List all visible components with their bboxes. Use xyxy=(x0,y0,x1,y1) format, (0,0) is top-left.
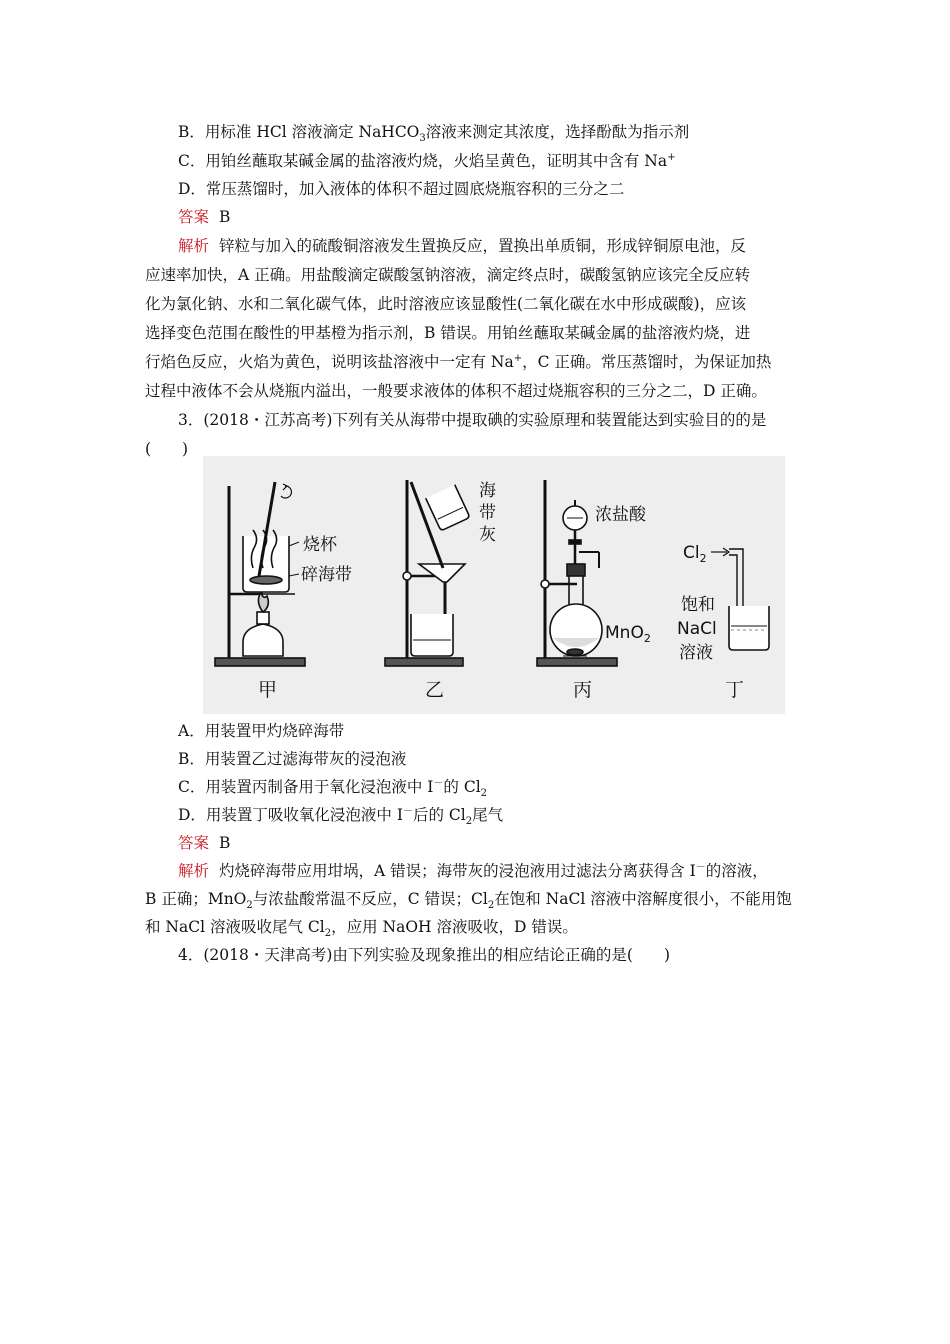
analysis-line: 应速率加快，A 正确。用盐酸滴定碳酸氢钠溶液，滴定终点时，碳酸氢钠应该完全反应转 xyxy=(145,266,751,284)
ding-label-cl2: $Cl_2$ xyxy=(683,543,707,565)
analysis-label: 解析 xyxy=(178,862,210,880)
q3-option-a: A．用装置甲灼烧碎海带 xyxy=(178,722,345,740)
option-b: B．用标准 HCl 溶液滴定 NaHCO$_3$溶液来测定其浓度，选择酚酞为指示剂 xyxy=(178,123,690,145)
question-4-stem: 4．(2018・天津高考)由下列实验及现象推出的相应结论正确的是( ) xyxy=(178,946,670,964)
answer-label: 答案 xyxy=(178,208,210,226)
analysis-line: 和 NaCl 溶液吸收尾气 $Cl_2$，应用 NaOH 溶液吸收，D 错误。 xyxy=(145,918,578,940)
apparatus-ding xyxy=(677,543,769,701)
q3-option-b: B．用装置乙过滤海带灰的浸泡液 xyxy=(178,750,407,768)
answer-line xyxy=(178,833,848,853)
ding-label-saturated: 饱和 xyxy=(681,595,715,615)
answer-line xyxy=(178,207,848,227)
ding-label-solution: 溶液 xyxy=(679,643,713,663)
analysis-line: 过程中液体不会从烧瓶内溢出，一般要求液体的体积不超过烧瓶容积的三分之二，D 正确。 xyxy=(145,382,767,400)
caption-ding: 丁 xyxy=(725,679,745,701)
answer-label: 答案 xyxy=(178,834,210,852)
q3-option-c: C．用装置丙制备用于氧化浸泡液中 I－的 $Cl_2$ xyxy=(178,777,488,800)
question-3-stem: 3．(2018・江苏高考)下列有关从海带中提取碘的实验原理和装置能达到实验目的的是 xyxy=(178,411,767,429)
apparatus-figure xyxy=(203,456,785,714)
q3-option-d: D．用装置丁吸收氧化浸泡液中 I－后的 $Cl_2$尾气 xyxy=(178,805,504,828)
jia-label-beaker: 烧杯 xyxy=(303,535,337,555)
bing-label-hcl: 浓盐酸 xyxy=(595,505,646,525)
answer-value: B xyxy=(219,208,231,226)
yi-label-1: 海 xyxy=(479,481,496,501)
analysis-line: 解析 灼烧碎海带应用坩埚，A 错误；海带灰的浸泡液用过滤法分离获得含 I－的溶液， xyxy=(178,861,768,880)
option-d: D．常压蒸馏时，加入液体的体积不超过圆底烧瓶容积的三分之二 xyxy=(178,180,625,198)
analysis-line: 化为氯化钠、水和二氧化碳气体，此时溶液应该显酸性(二氧化碳在水中形成碳酸)，应该 xyxy=(145,295,747,313)
apparatus-jia xyxy=(215,482,352,701)
apparatus-bing xyxy=(537,480,651,701)
question-3-blank: ( ) xyxy=(145,440,189,458)
yi-label-3: 灰 xyxy=(479,525,496,545)
analysis-label: 解析 xyxy=(178,237,210,255)
option-c: C．用铂丝蘸取某碱金属的盐溶液灼烧，火焰呈黄色，证明其中含有 Na+ xyxy=(178,151,676,170)
analysis-line: B 正确；MnO$_2$与浓盐酸常温不反应，C 错误；$Cl_2$在饱和 NaCl 溶液中溶解度很小，不能用饱 xyxy=(145,890,792,912)
ding-label-nacl: NaCl xyxy=(677,619,717,639)
answer-value: B xyxy=(219,834,231,852)
caption-jia: 甲 xyxy=(258,679,278,701)
analysis-line: 选择变色范围在酸性的甲基橙为指示剂，B 错误。用铂丝蘸取某碱金属的盐溶液灼烧，进 xyxy=(145,324,751,342)
apparatus-yi xyxy=(385,480,496,701)
jia-label-seaweed: 碎海带 xyxy=(301,565,352,585)
analysis-line: 解析 锌粒与加入的硫酸铜溶液发生置换反应，置换出单质铜，形成锌铜原电池，反 xyxy=(178,237,747,255)
caption-bing: 丙 xyxy=(573,679,593,701)
bing-label-mno2: MnO$_2$ xyxy=(605,623,651,645)
caption-yi: 乙 xyxy=(425,679,445,701)
analysis-line: 行焰色反应，火焰为黄色，说明该盐溶液中一定有 Na+，C 正确。常压蒸馏时，为保证加热 xyxy=(145,352,772,371)
yi-label-2: 带 xyxy=(479,503,496,523)
